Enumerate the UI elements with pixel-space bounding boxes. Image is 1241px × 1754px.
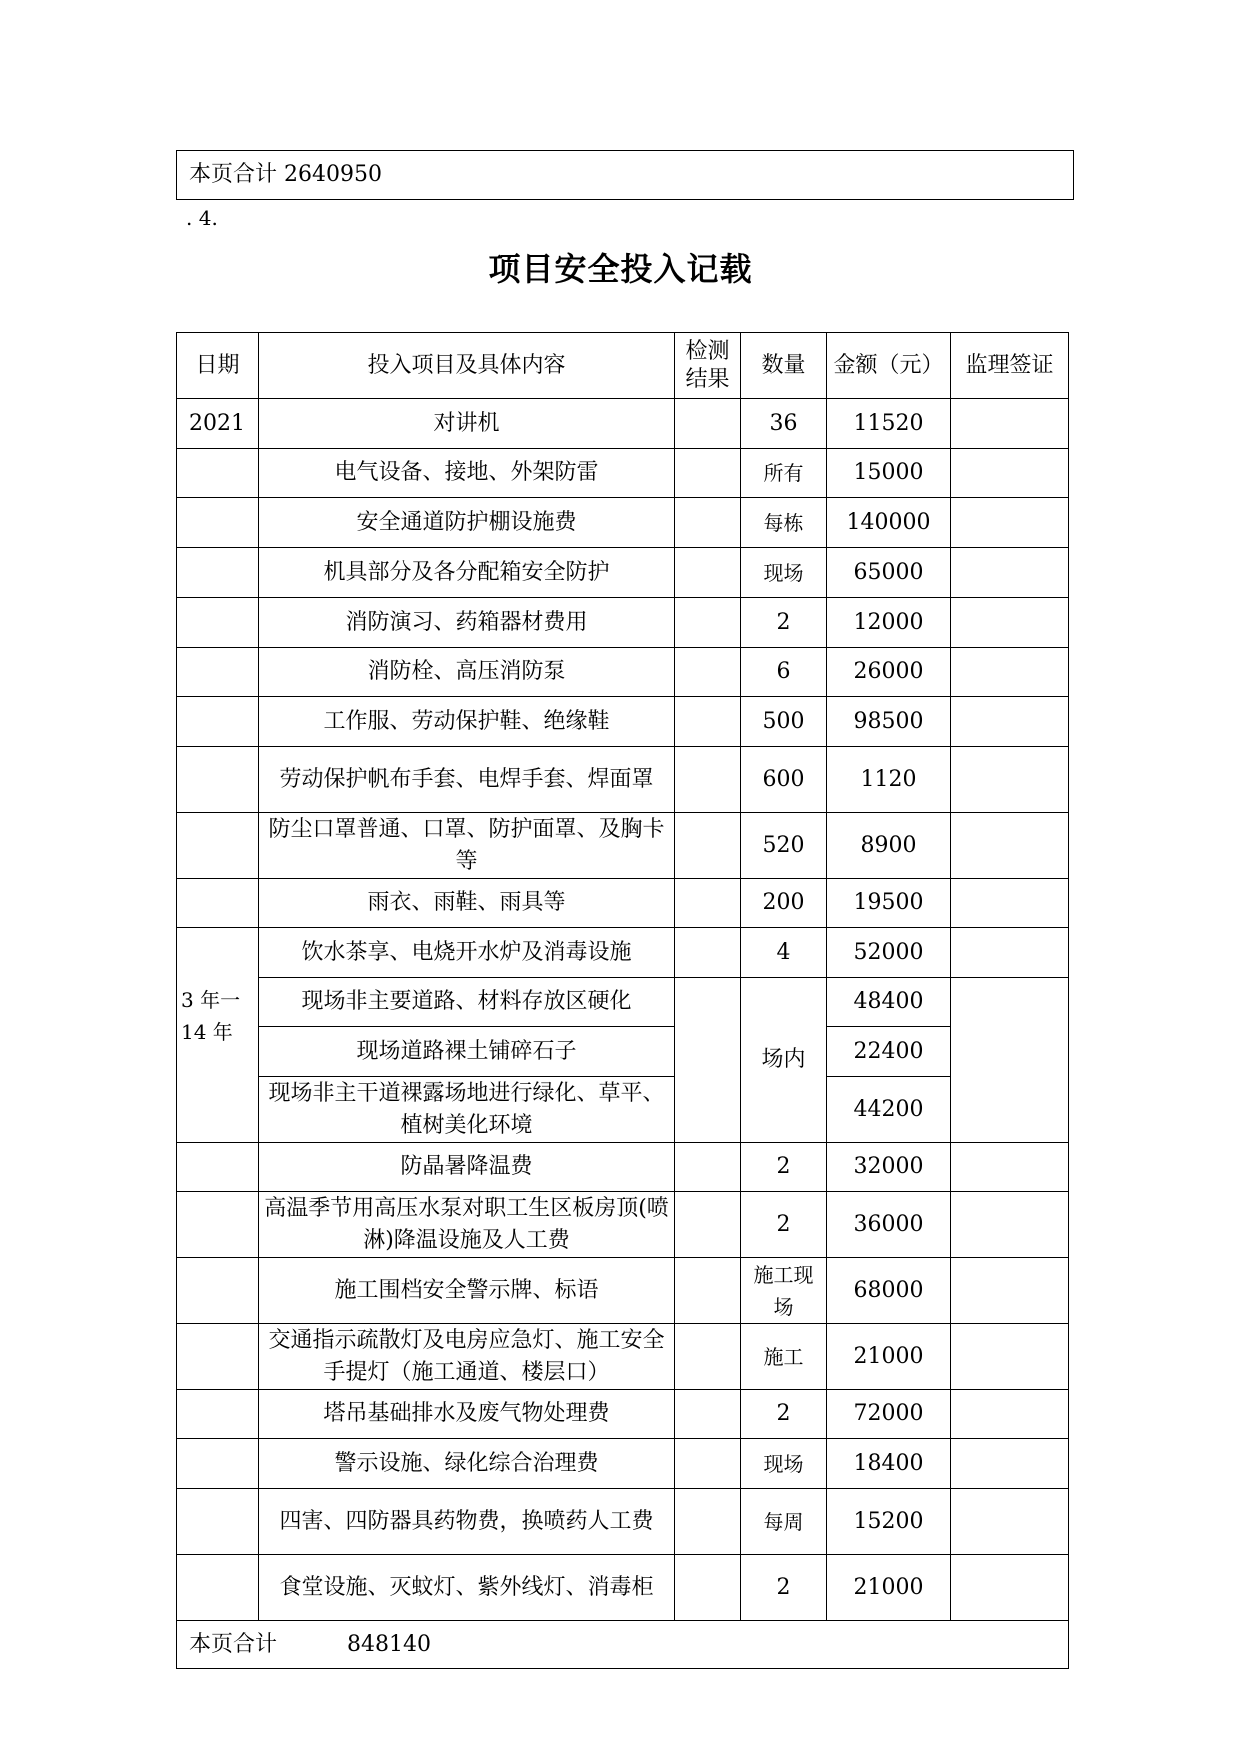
amount-cell: 21000 (827, 1555, 951, 1621)
table-row (177, 1390, 1069, 1439)
supervisor-cell (951, 1258, 1069, 1324)
date-cell (177, 1258, 259, 1324)
check-cell (675, 1555, 741, 1621)
date-cell (177, 1192, 259, 1258)
amount-cell: 52000 (827, 928, 951, 978)
check-cell (675, 747, 741, 813)
amount-cell: 12000 (827, 598, 951, 648)
amount-cell: 32000 (827, 1143, 951, 1192)
item-cell: 塔吊基础排水及废气物处理费 (259, 1390, 675, 1439)
table-row (177, 1489, 1069, 1555)
date-cell (177, 498, 259, 548)
date-cell (177, 648, 259, 697)
qty-cell: 每周 (741, 1489, 827, 1555)
col-header-date: 日期 (177, 333, 259, 399)
check-cell (675, 548, 741, 598)
date-range-cell (177, 978, 259, 1143)
qty-cell: 520 (741, 813, 827, 879)
supervisor-cell (951, 548, 1069, 598)
table-row (177, 1439, 1069, 1489)
table-row (177, 978, 1069, 1027)
table-row (177, 879, 1069, 928)
supervisor-cell (951, 1489, 1069, 1555)
item-cell: 四害、四防器具药物费，换喷药人工费 (259, 1489, 675, 1555)
amount-cell: 48400 (827, 978, 951, 1027)
item-cell: 劳动保护帆布手套、电焊手套、焊面罩 (259, 747, 675, 813)
table-row (177, 449, 1069, 498)
table-row (177, 1077, 1069, 1143)
supervisor-cell (951, 1192, 1069, 1258)
col-header-supervisor: 监理签证 (951, 333, 1069, 399)
check-cell (675, 1143, 741, 1192)
qty-cell-merged: 场内 (741, 978, 827, 1143)
date-cell (177, 548, 259, 598)
item-cell: 食堂设施、灭蚊灯、紫外线灯、消毒柜 (259, 1555, 675, 1621)
check-cell (675, 648, 741, 697)
col-header-check (675, 333, 741, 399)
check-cell (675, 1192, 741, 1258)
date-cell (177, 1555, 259, 1621)
table-row (177, 598, 1069, 648)
item-cell: 施工围档安全警示牌、标语 (259, 1258, 675, 1324)
qty-cell: 2 (741, 1555, 827, 1621)
table-row (177, 648, 1069, 697)
item-cell: 对讲机 (259, 399, 675, 449)
supervisor-cell (951, 598, 1069, 648)
amount-cell: 26000 (827, 648, 951, 697)
date-cell (177, 1390, 259, 1439)
table-row (177, 1192, 1069, 1258)
table-footer-row (177, 1621, 1069, 1669)
date-cell (177, 928, 259, 978)
check-cell (675, 1489, 741, 1555)
date-cell (177, 1143, 259, 1192)
supervisor-cell (951, 928, 1069, 978)
amount-cell: 1120 (827, 747, 951, 813)
col-header-check-line1: 检测 (685, 338, 730, 364)
qty-cell: 现场 (741, 548, 827, 598)
supervisor-cell (951, 399, 1069, 449)
check-cell (675, 1258, 741, 1324)
item-cell: 现场道路裸土铺碎石子 (259, 1027, 675, 1077)
col-header-amount: 金额（元） (827, 333, 951, 399)
table-row (177, 548, 1069, 598)
supervisor-cell (951, 978, 1069, 1143)
page-total-label: 本页合计 (189, 1631, 278, 1657)
supervisor-cell (951, 1143, 1069, 1192)
check-cell (675, 1439, 741, 1489)
check-cell (675, 879, 741, 928)
item-cell: 高温季节用高压水泵对职工生区板房顶(喷淋)降温设施及人工费 (259, 1192, 675, 1258)
supervisor-cell (951, 648, 1069, 697)
supervisor-cell (951, 1390, 1069, 1439)
check-cell (675, 598, 741, 648)
amount-cell: 8900 (827, 813, 951, 879)
amount-cell: 72000 (827, 1390, 951, 1439)
amount-cell: 15000 (827, 449, 951, 498)
table-row (177, 813, 1069, 879)
table-row (177, 1555, 1069, 1621)
supervisor-cell (951, 1555, 1069, 1621)
table-row (177, 399, 1069, 449)
item-cell: 工作服、劳动保护鞋、绝缘鞋 (259, 697, 675, 747)
item-cell: 消防栓、高压消防泵 (259, 648, 675, 697)
previous-page-total: 本页合计 2640950 (176, 150, 1074, 200)
qty-cell: 所有 (741, 449, 827, 498)
qty-cell: 2 (741, 1192, 827, 1258)
item-cell: 交通指示疏散灯及电房应急灯、施工安全手提灯（施工通道、楼层口） (259, 1324, 675, 1390)
amount-cell: 36000 (827, 1192, 951, 1258)
check-cell (675, 449, 741, 498)
date-cell (177, 449, 259, 498)
supervisor-cell (951, 1324, 1069, 1390)
check-cell (675, 697, 741, 747)
amount-cell: 65000 (827, 548, 951, 598)
check-cell (675, 1324, 741, 1390)
check-cell (675, 399, 741, 449)
check-cell (675, 978, 741, 1143)
col-header-item: 投入项目及具体内容 (259, 333, 675, 399)
table-row (177, 697, 1069, 747)
item-cell: 防尘口罩普通、口罩、防护面罩、及胸卡等 (259, 813, 675, 879)
qty-cell: 施工现场 (741, 1258, 827, 1324)
amount-cell: 22400 (827, 1027, 951, 1077)
date-cell (177, 747, 259, 813)
date-cell (177, 697, 259, 747)
qty-cell: 现场 (741, 1439, 827, 1489)
supervisor-cell (951, 498, 1069, 548)
qty-cell: 600 (741, 747, 827, 813)
date-cell (177, 1489, 259, 1555)
table-header-row (177, 333, 1069, 399)
item-cell: 饮水茶享、电烧开水炉及消毒设施 (259, 928, 675, 978)
item-cell: 电气设备、接地、外架防雷 (259, 449, 675, 498)
qty-cell: 6 (741, 648, 827, 697)
date-cell (177, 813, 259, 879)
qty-cell: 2 (741, 1143, 827, 1192)
qty-cell: 2 (741, 1390, 827, 1439)
item-cell: 机具部分及各分配箱安全防护 (259, 548, 675, 598)
col-header-check-line2: 结果 (685, 366, 730, 392)
date-cell: 2021 (177, 399, 259, 449)
date-cell (177, 1324, 259, 1390)
item-cell: 现场非主干道裸露场地进行绿化、草平、植树美化环境 (259, 1077, 675, 1143)
page-total-value: 848140 (347, 1631, 431, 1657)
qty-cell: 4 (741, 928, 827, 978)
supervisor-cell (951, 1439, 1069, 1489)
amount-cell: 140000 (827, 498, 951, 548)
date-cell (177, 1439, 259, 1489)
amount-cell: 11520 (827, 399, 951, 449)
item-cell: 安全通道防护棚设施费 (259, 498, 675, 548)
qty-cell: 36 (741, 399, 827, 449)
amount-cell: 19500 (827, 879, 951, 928)
item-cell: 雨衣、雨鞋、雨具等 (259, 879, 675, 928)
supervisor-cell (951, 747, 1069, 813)
supervisor-cell (951, 813, 1069, 879)
date-range-line2: 14 年 (181, 1019, 233, 1044)
date-cell (177, 598, 259, 648)
page-marker: . 4. (186, 206, 218, 230)
supervisor-cell (951, 697, 1069, 747)
item-cell: 警示设施、绿化综合治理费 (259, 1439, 675, 1489)
qty-cell: 2 (741, 598, 827, 648)
item-cell: 防晶暑降温费 (259, 1143, 675, 1192)
amount-cell: 18400 (827, 1439, 951, 1489)
check-cell (675, 928, 741, 978)
amount-cell: 44200 (827, 1077, 951, 1143)
supervisor-cell (951, 879, 1069, 928)
table-row (177, 1143, 1069, 1192)
table-row (177, 1258, 1069, 1324)
supervisor-cell (951, 449, 1069, 498)
table-row (177, 928, 1069, 978)
safety-investment-table (176, 332, 1069, 1669)
check-cell (675, 1390, 741, 1439)
item-cell: 消防演习、药箱器材费用 (259, 598, 675, 648)
amount-cell: 21000 (827, 1324, 951, 1390)
col-header-qty: 数量 (741, 333, 827, 399)
qty-cell: 200 (741, 879, 827, 928)
table-row (177, 1027, 1069, 1077)
qty-cell: 施工 (741, 1324, 827, 1390)
document-title: 项目安全投入记载 (488, 250, 753, 288)
table-row (177, 747, 1069, 813)
date-cell (177, 879, 259, 928)
table-row (177, 1324, 1069, 1390)
page-total-cell (177, 1621, 1069, 1669)
amount-cell: 15200 (827, 1489, 951, 1555)
check-cell (675, 813, 741, 879)
item-cell: 现场非主要道路、材料存放区硬化 (259, 978, 675, 1027)
table-row (177, 498, 1069, 548)
amount-cell: 98500 (827, 697, 951, 747)
date-range-line1: 3 年一 (181, 987, 241, 1012)
check-cell (675, 498, 741, 548)
qty-cell: 500 (741, 697, 827, 747)
amount-cell: 68000 (827, 1258, 951, 1324)
qty-cell: 每栋 (741, 498, 827, 548)
